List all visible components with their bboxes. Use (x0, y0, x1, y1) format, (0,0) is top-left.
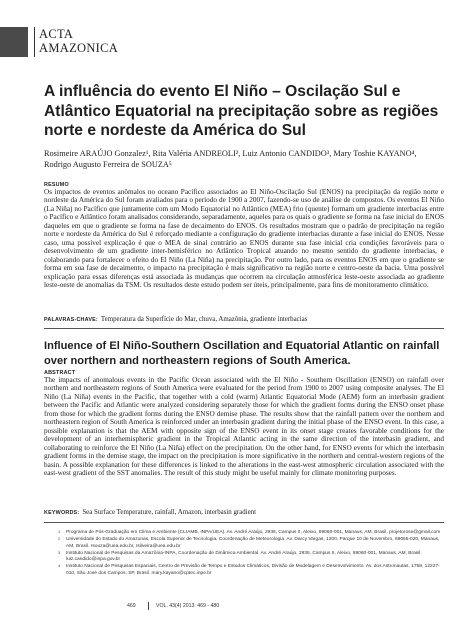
journal-logo (39, 27, 118, 55)
volume-info: VOL. 43(4) 2013: 469 - 480 (156, 603, 220, 609)
section-divider (44, 328, 444, 329)
keywords-text: Sea Surface Temperature, rainfall, Amazon, interbasin gradient (82, 509, 257, 516)
footnote (58, 564, 448, 577)
footnotes (58, 530, 448, 578)
journal-logo-divider (34, 27, 35, 57)
abstract-text: The impacts of anomalous events in the Pacific Ocean associated with the El Niño - Southern Oscillation (ENSO) on rainfall over northern and northeastern regions of South America were evaluated for the period from 1900 to 2007 using composite analyses. The El Niño (La Niña) events in the Pacific, that together with a cold (warm) Atlantic Equatorial Mode (AEM) form an interbasin gradient between the Pacific and Atlantic were analyzed considering separately those for which the gradient forms during the ENSO onset phase from those for which the gradient forms during the ENSO demise phase. The results show that the rainfall pattern over the northern and northeastern region of South America is reinforced under an interbasin gradient during the initial phase of the ENSO event. In this case, a possible explanation is that the AEM with opposite sign of the ENSO event in its onset stage creates favorable conditions for the development of an interhemispheric gradient in the Tropical Atlantic acting in the same direction of the interbasin gradient, and collaborating to reinforce the El Niño (La Niña) effect on the precipitation. On the other hand, for ENSO events for which the interbasin gradient forms in the demise stage, the impact on the precipitation is more significative in the northern and central-western regions of the basin. A possible explanation for these differences is linked to the alterations in the east-west atmospheric circulation associated with the east-west gradient of the SST anomalies. The result of this study might be useful mainly for climate monitoring purposes. (44, 376, 444, 477)
article-title: A influência do evento El Niño – Oscilação Sul e Atlântico Equatorial na precipitação sobre as regiões norte e nordeste da América do Sul (44, 83, 439, 139)
footnote (58, 551, 448, 564)
english-title: Influence of El Niño-Southern Oscillation and Equatorial Atlantic on rainfall over northern and northeastern regions of South America. (44, 340, 440, 367)
footnote-text: Instituto Nacional de Pesquisas da Amazônia-INPA, Coordenação de Dinâmica Ambiental. Av. André Araújo, 2936, Campus II, Aleixo, 69060-001, Manaus, AM, Brasil. luiz.candido@inpa.gov.br (66, 550, 422, 563)
footnote-number: 1 (58, 530, 61, 534)
palavras-chave-label: PALAVRAS-CHAVE: (44, 317, 98, 323)
journal-name-line1: ACTA (39, 27, 74, 41)
abstract-heading: ABSTRACT (44, 370, 76, 376)
resumo-heading: RESUMO (44, 182, 69, 188)
palavras-chave (44, 316, 444, 324)
page-number: 469 (127, 603, 136, 609)
footnote-text: Programa de Pós-Graduação em Clima e Ambiente (CLIAMB, INPA/UEA). Av. André Araújo, 2936, Campus II, Aleixo, 69060-001, Manaus, AM, Brasil. projetorose@gmail.com (66, 530, 441, 535)
footnote-number: 3 (58, 550, 61, 555)
keywords (44, 509, 444, 517)
footnote-number: 2 (58, 537, 61, 542)
footnote-divider (44, 522, 444, 523)
author-list: Rosimeire ARAÚJO Gonzalez¹, Rita Valéria ANDREOLI², Luiz Antonio CANDIDO³, Mary Toshie KAYANO⁴, Rodrigo Augusto Ferreira de SOUZA⁵ (44, 149, 417, 169)
footnote-text: Universidade do Estado do Amazonas, Escola Superior de Tecnologia, Coordenação de Meteorologia. Av. Darcy Vargas, 1200, Parque 10 de Novembro, 69065-020, Manaus, AM, Brasil. rsouza@uea.edu.br, rsilveira@uea.edu.br (66, 537, 440, 549)
keywords-label: KEYWORDS: (44, 510, 80, 516)
footnote (58, 537, 448, 550)
palavras-chave-text: Temperatura da Superfície do Mar, chuva, Amazônia, gradiente interbacias (100, 316, 308, 323)
footnote-text: Instituto Nacional de Pesquisas Espaciais, Centro de Previsão de Tempo e Estudos Climáticos, Divisão de Modelagem e Desenvolvimento. Av. dos Astronautas, 1758, 12227-010, São José dos Campos, SP, Brasil. mary.kayano@cptec.inpe.br (66, 564, 440, 576)
journal-name-line2: AMAZONICA (39, 41, 119, 55)
footer-separator (148, 602, 149, 610)
resumo-text: Os impactos de eventos anômalos no oceano Pacífico associados ao El Niño-Oscilação Sul (ENOS) na precipitação da região norte e nordeste da América do Sul foram avaliados para o período de 1900 a 2007, fazendo-se uso de análise de compostos. Os eventos El Niño (La Niña) no Pacífico que juntamente com um Modo Equatorial no Atlântico (MEA) frio (quente) formam um gradiente interbacias entre o Pacífico e Atlântico foram analisados considerando, separadamente, aqueles para os quais o gradiente se forma na fase inicial do ENOS daqueles em que o gradiente se forma na fase de decaimento do ENOS. Os resultados mostram que o padrão de precipitação na região norte e nordeste da América do Sul é reforçado mediante a configuração do gradiente interbacias durante a fase inicial do ENOS. Nesse caso, uma possível explicação é que o MEA de sinal contrário ao ENOS durante sua fase inicial cria condições favoráveis para o desenvolvimento de um gradiente inter-hemisférico no Atlântico Tropical atuando no mesmo sentido do gradiente interbacias, e colaborando para fortalecer o efeito do El Niño (La Niña) na precipitação. Por outro lado, para os eventos ENOS em que o gradiente se forma em sua fase de decaimento, o impacto na precipitação é mais significativo na região norte e centro-oeste da bacia. Uma possível explicação para essas diferenças está associada às mudanças que ocorrem na circulação atmosférica leste-oeste associada ao gradiente leste-oeste de anomalias da TSM. Os resultados deste estudo podem ser úteis, principalmente, para fins de monitoramento climático. (44, 188, 444, 289)
journal-logo-bar (0, 27, 28, 57)
footnote (58, 530, 448, 536)
footnote-number: 4 (58, 564, 61, 569)
